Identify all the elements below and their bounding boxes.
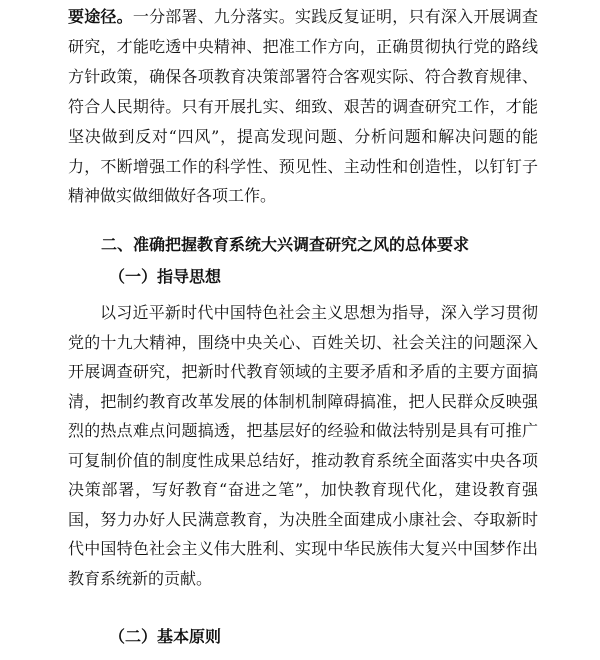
paragraph-body: 一分部署、九分落实。实践反复证明，只有深入开展调查研究，才能吃透中央精神、把准工作方向，正确贯彻执行党的路线方针政策，确保各项教育决策部署符合客观实际、符合教育规律、符合人民期待。只有开展扎实、细致、艰苦的调查研究工作，才能坚决做到反对“四风”，提高发现问题、分析问题和解决问题的能力，不断增强工作的科学性、预见性、主动性和创造性，以钉钉子精神做实做细做好各项工作。	[68, 7, 538, 206]
subsection-heading-guiding-ideology: （一）指导思想	[109, 267, 222, 286]
subsection-heading-basic-principles: （二）基本原则	[109, 627, 222, 646]
guiding-ideology-paragraph: 以习近平新时代中国特色社会主义思想为指导，深入学习贯彻党的十九大精神，围绕中央关心、百姓关切、社会关注的问题深入开展调查研究，把新时代教育领域的主要矛盾和矛盾的主要方面搞清，把制约教育改革发展的体制机制障碍搞准，把人民群众反映强烈的热点难点问题搞透，把基层好的经验和做法特别是具有可推广可复制价值的制度性成果总结好，推动教育系统全面落实中央各项决策部署，写好教育“奋进之笔”，加快教育现代化，建设教育强国，努力办好人民满意教育，为决胜全面建成小康社会、夺取新时代中国特色社会主义伟大胜利、实现中华民族伟大复兴中国梦作出教育系统新的贡献。	[68, 303, 538, 588]
continuation-paragraph	[68, 2, 538, 211]
paragraph-lead: 要途径。	[68, 7, 133, 26]
section-heading: 二、准确把握教育系统大兴调查研究之风的总体要求	[101, 235, 470, 254]
